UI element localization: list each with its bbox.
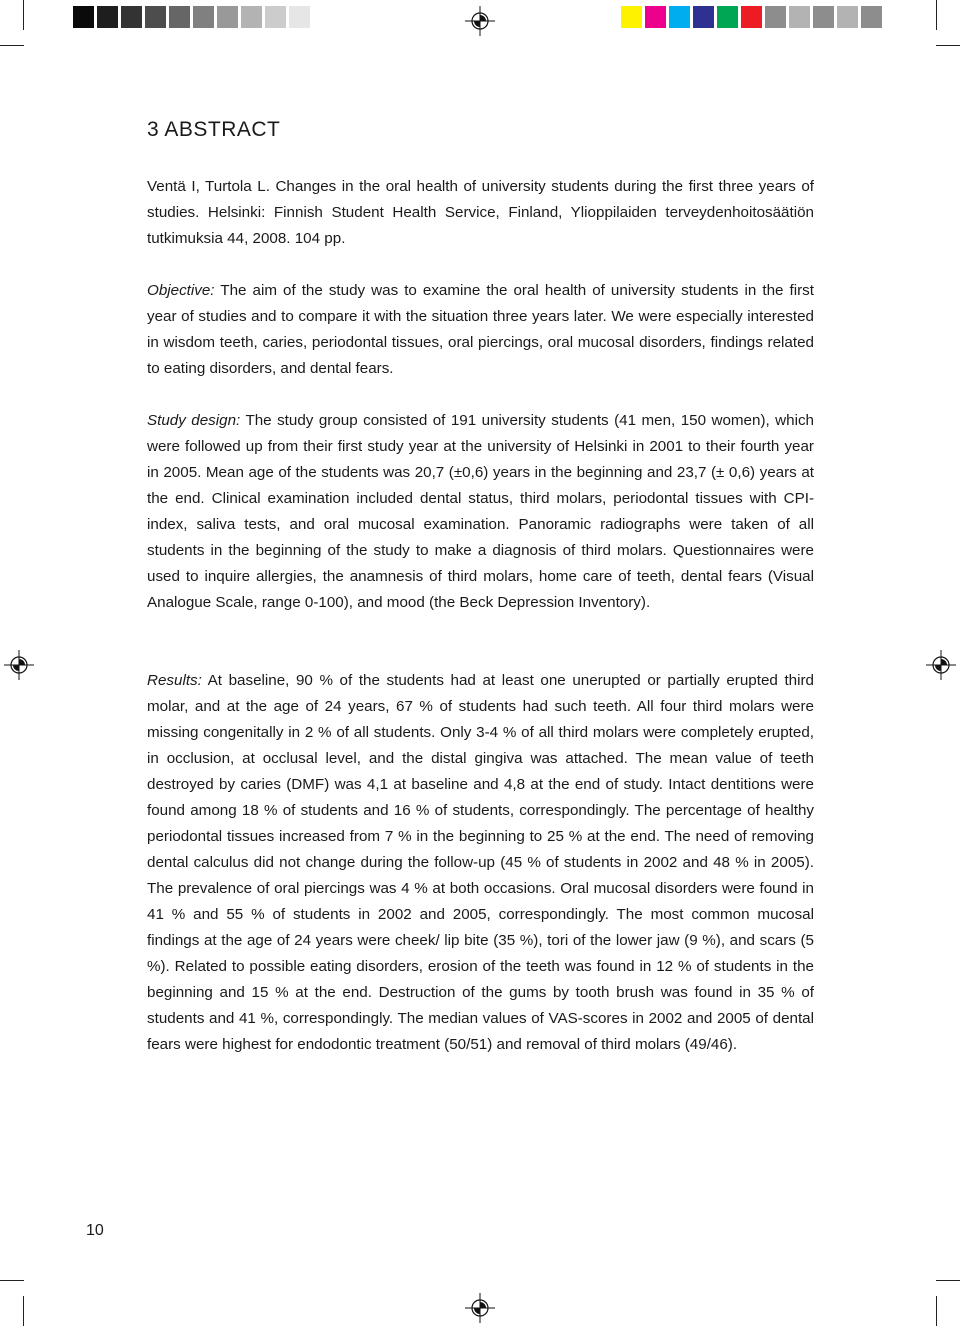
results-paragraph [147,668,814,1058]
crop-mark-bottom-left-horizontal [0,1280,24,1281]
color-swatch [765,6,786,28]
color-swatch [837,6,858,28]
registration-mark-left-icon [4,650,34,680]
crop-mark-bottom-right-horizontal [936,1280,960,1281]
color-swatch [717,6,738,28]
study-design-label: Study design: [147,412,241,429]
registration-mark-right-icon [926,650,956,680]
color-swatch [289,6,310,28]
page-number: 10 [86,1222,104,1239]
color-swatch [693,6,714,28]
color-swatch [145,6,166,28]
color-swatch [193,6,214,28]
color-swatch [73,6,94,28]
crop-mark-top-right-vertical [936,0,937,30]
registration-mark-top-icon [465,6,495,36]
crop-mark-bottom-left-vertical [23,1296,24,1326]
crop-mark-bottom-right-vertical [936,1296,937,1326]
citation-paragraph: Ventä I, Turtola L. Changes in the oral health of university students during the first three years of studies. Helsinki: Finnish Student Health Service, Finland, Ylioppilaiden terveydenhoitosäätiön tutkimuksia 44, 2008. 104 pp. [147,178,814,247]
color-swatch [621,6,642,28]
grayscale-color-bar [73,6,313,28]
color-swatch [741,6,762,28]
objective-label: Objective: [147,282,215,299]
color-swatch [169,6,190,28]
results-label: Results: [147,672,202,689]
crop-mark-top-left-vertical [23,0,24,30]
color-swatch [97,6,118,28]
color-swatch [669,6,690,28]
color-swatch [241,6,262,28]
color-swatch [645,6,666,28]
section-heading: 3 ABSTRACT [147,118,281,141]
process-color-bar [621,6,885,28]
registration-mark-bottom-icon [465,1293,495,1323]
color-swatch [217,6,238,28]
study-design-text: The study group consisted of 191 university students (41 men, 150 women), which were followed up from their first study year at the university of Helsinki in 2001 to their fourth year in 2005. Mean age of the students was 20,7 (±0,6) years in the beginning and 23,7 (± 0,6) years at the end. Clinical examination included dental status, third molars, periodontal tissues with CPI-index, saliva tests, and oral mucosal examination. Panoramic radiographs were taken of all students in the beginning of the study to make a diagnosis of third molars. Questionnaires were used to inquire allergies, the anamnesis of third molars, home care of teeth, dental fears (Visual Analogue Scale, range 0-100), and mood (the Beck Depression Inventory). [147,412,815,611]
results-text: At baseline, 90 % of the students had at least one unerupted or partially erupted third molar, and at the age of 24 years, 67 % of students had such teeth. All four third molars were missing congenitally in 2 % of all students. Only 3-4 % of all third molars were completely erupted, in occlusion, at occlusal level, and the distal gingiva was attached. The mean value of teeth destroyed by caries (DMF) was 4,1 at baseline and 4,8 at the end of study. Intact dentitions were found among 18 % of students and 16 % of students, correspondingly. The percentage of healthy periodontal tissues increased from 7 % in the beginning to 25 % at the end. The need of removing dental calculus did not change during the follow-up (45 % of students in 2002 and 48 % in 2005). The prevalence of oral piercings was 4 % at both occasions. Oral mucosal disorders were found in 41 % and 55 % of students in 2002 and 2005, correspondingly. The most common mucosal findings at the age of 24 years were cheek/ lip bite (35 %), tori of the lower jaw (9 %), and scars (5 %). Related to possible eating disorders, erosion of the teeth was found in 12 % of students in the beginning and 15 % at the end. Destruction of the gums by tooth brush was found in 35 % of students and 41 %, correspondingly. The median values of VAS-scores in 2002 and 2005 of dental fears were highest for endodontic treatment (50/51) and removal of third molars (49/46). [147,672,814,1053]
color-swatch [121,6,142,28]
color-swatch [789,6,810,28]
color-swatch [265,6,286,28]
objective-paragraph [147,278,814,382]
color-swatch [861,6,882,28]
study-design-paragraph [147,408,814,616]
objective-text: The aim of the study was to examine the oral health of university students in the first year of studies and to compare it with the situation three years later. We were especially interested in wisdom teeth, caries, periodontal tissues, oral piercings, oral mucosal disorders, findings related to eating disorders, and dental fears. [147,282,814,377]
crop-mark-top-right-horizontal [936,45,960,46]
color-swatch [813,6,834,28]
crop-mark-top-left-horizontal [0,45,24,46]
